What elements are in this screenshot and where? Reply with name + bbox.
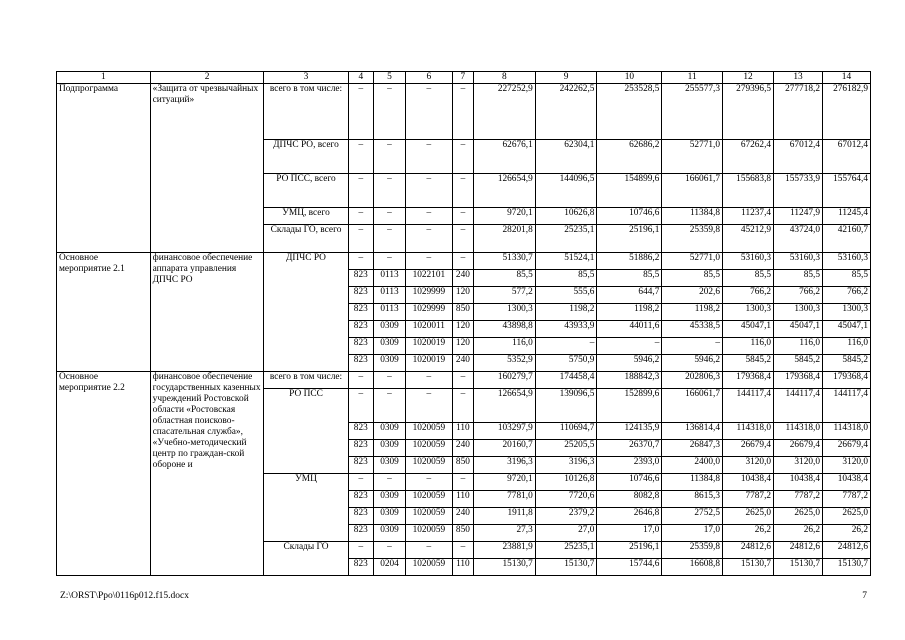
code-cell: 240 — [452, 355, 473, 372]
code-cell: 0309 — [374, 355, 406, 372]
amount-cell: 10126,8 — [535, 474, 597, 491]
code-cell: – — [348, 140, 374, 174]
amount-cell: 8082,8 — [597, 491, 662, 508]
amount-cell: 152899,6 — [597, 389, 662, 423]
amount-cell: 7787,2 — [774, 491, 823, 508]
amount-cell: 11245,4 — [822, 208, 870, 225]
code-cell: 823 — [348, 559, 374, 576]
code-cell: – — [405, 389, 452, 423]
code-cell: – — [452, 372, 473, 389]
code-cell: – — [348, 174, 374, 208]
code-cell: – — [348, 208, 374, 225]
amount-cell: 10626,8 — [535, 208, 597, 225]
code-cell: – — [374, 542, 406, 559]
amount-cell: 155733,9 — [774, 174, 823, 208]
page-number: 7 — [862, 591, 867, 601]
amount-cell: 25235,1 — [535, 542, 597, 559]
measure-description: финансовое обеспечение аппарата управления ДПЧС РО — [150, 253, 264, 372]
executor-cell: РО ПСС — [264, 389, 348, 474]
table-row — [57, 372, 871, 389]
amount-cell: 26370,7 — [597, 440, 662, 457]
code-cell: – — [405, 174, 452, 208]
amount-cell: 5845,2 — [822, 355, 870, 372]
amount-cell: 1300,3 — [722, 304, 773, 321]
column-header: 1 — [57, 72, 151, 84]
program-name: Подпрограмма — [57, 84, 151, 253]
amount-cell: 2625,0 — [722, 508, 773, 525]
amount-cell: 116,0 — [822, 338, 870, 355]
amount-cell: 67012,4 — [822, 140, 870, 174]
amount-cell: 1300,3 — [474, 304, 536, 321]
code-cell: – — [405, 542, 452, 559]
code-cell: – — [348, 474, 374, 491]
code-cell: 1020059 — [405, 423, 452, 440]
amount-cell: 10438,4 — [722, 474, 773, 491]
amount-cell: 3120,0 — [722, 457, 773, 474]
amount-cell: 1911,8 — [474, 508, 536, 525]
code-cell: 1029999 — [405, 287, 452, 304]
table-row — [57, 253, 871, 270]
amount-cell: 53160,3 — [722, 253, 773, 270]
amount-cell: 85,5 — [535, 270, 597, 287]
amount-cell: 7720,6 — [535, 491, 597, 508]
code-cell: – — [405, 474, 452, 491]
code-cell: – — [452, 140, 473, 174]
code-cell: 0309 — [374, 508, 406, 525]
amount-cell: 43933,9 — [535, 321, 597, 338]
amount-cell: 139096,5 — [535, 389, 597, 423]
code-cell: – — [374, 208, 406, 225]
amount-cell: 51886,2 — [597, 253, 662, 270]
amount-cell: 25235,1 — [535, 225, 597, 253]
amount-cell: 25205,5 — [535, 440, 597, 457]
column-header: 6 — [405, 72, 452, 84]
code-cell: – — [405, 84, 452, 140]
amount-cell: 5845,2 — [774, 355, 823, 372]
amount-cell: 51330,7 — [474, 253, 536, 270]
amount-cell: 166061,7 — [662, 389, 723, 423]
amount-cell: 2393,0 — [597, 457, 662, 474]
amount-cell: 43898,8 — [474, 321, 536, 338]
amount-cell: 2752,5 — [662, 508, 723, 525]
code-cell: 850 — [452, 304, 473, 321]
amount-cell: 577,2 — [474, 287, 536, 304]
amount-cell: 62686,2 — [597, 140, 662, 174]
code-cell: 0309 — [374, 491, 406, 508]
code-cell: – — [452, 542, 473, 559]
amount-cell: 188842,3 — [597, 372, 662, 389]
amount-cell: 766,2 — [774, 287, 823, 304]
amount-cell: 45338,5 — [662, 321, 723, 338]
amount-cell: 136814,4 — [662, 423, 723, 440]
amount-cell: 277718,2 — [774, 84, 823, 140]
column-header: 7 — [452, 72, 473, 84]
executor-cell: ДПЧС РО — [264, 253, 348, 372]
amount-cell: 644,7 — [597, 287, 662, 304]
amount-cell: 11384,8 — [662, 474, 723, 491]
code-cell: – — [452, 84, 473, 140]
amount-cell: 52771,0 — [662, 140, 723, 174]
amount-cell: 85,5 — [474, 270, 536, 287]
code-cell: – — [374, 140, 406, 174]
amount-cell: 8615,3 — [662, 491, 723, 508]
amount-cell: 52771,0 — [662, 253, 723, 270]
code-cell: – — [405, 225, 452, 253]
code-cell: 240 — [452, 508, 473, 525]
amount-cell: 114318,0 — [774, 423, 823, 440]
amount-cell: 15130,7 — [822, 559, 870, 576]
amount-cell: 2625,0 — [822, 508, 870, 525]
amount-cell: 766,2 — [822, 287, 870, 304]
column-header: 14 — [822, 72, 870, 84]
amount-cell: 9720,1 — [474, 474, 536, 491]
code-cell: 120 — [452, 287, 473, 304]
amount-cell: 253528,5 — [597, 84, 662, 140]
amount-cell: 242262,5 — [535, 84, 597, 140]
amount-cell: 179368,4 — [822, 372, 870, 389]
code-cell: 823 — [348, 304, 374, 321]
column-header: 3 — [264, 72, 348, 84]
amount-cell: 85,5 — [662, 270, 723, 287]
code-cell: 823 — [348, 457, 374, 474]
code-cell: 850 — [452, 457, 473, 474]
amount-cell: 45047,1 — [722, 321, 773, 338]
amount-cell: 5845,2 — [722, 355, 773, 372]
column-header: 11 — [662, 72, 723, 84]
amount-cell: – — [597, 338, 662, 355]
amount-cell: 27,0 — [535, 525, 597, 542]
column-header: 8 — [474, 72, 536, 84]
amount-cell: 26679,4 — [722, 440, 773, 457]
executor-cell: РО ПСС, всего — [264, 174, 348, 208]
code-cell: 120 — [452, 338, 473, 355]
amount-cell: 3196,3 — [474, 457, 536, 474]
amount-cell: 179368,4 — [722, 372, 773, 389]
amount-cell: 10438,4 — [822, 474, 870, 491]
code-cell: – — [452, 225, 473, 253]
header-row — [57, 72, 871, 84]
amount-cell: 53160,3 — [774, 253, 823, 270]
program-name: Основное мероприятие 2.2 — [57, 372, 151, 576]
amount-cell: 85,5 — [774, 270, 823, 287]
column-header: 2 — [150, 72, 264, 84]
amount-cell: 10746,6 — [597, 474, 662, 491]
amount-cell: 10746,6 — [597, 208, 662, 225]
executor-cell: всего в том числе: — [264, 372, 348, 389]
amount-cell: 25196,1 — [597, 225, 662, 253]
code-cell: 1020059 — [405, 440, 452, 457]
amount-cell: 9720,1 — [474, 208, 536, 225]
amount-cell: 43724,0 — [774, 225, 823, 253]
amount-cell: 28201,8 — [474, 225, 536, 253]
code-cell: 0113 — [374, 270, 406, 287]
code-cell: – — [374, 174, 406, 208]
amount-cell: 766,2 — [722, 287, 773, 304]
column-header: 12 — [722, 72, 773, 84]
amount-cell: 126654,9 — [474, 389, 536, 423]
code-cell: 0309 — [374, 338, 406, 355]
code-cell: 823 — [348, 508, 374, 525]
code-cell: – — [374, 474, 406, 491]
amount-cell: 276182,9 — [822, 84, 870, 140]
amount-cell: 174458,4 — [535, 372, 597, 389]
amount-cell: 2625,0 — [774, 508, 823, 525]
amount-cell: 51524,1 — [535, 253, 597, 270]
code-cell: 1020019 — [405, 338, 452, 355]
amount-cell: 227252,9 — [474, 84, 536, 140]
amount-cell: 3196,3 — [535, 457, 597, 474]
amount-cell: 27,3 — [474, 525, 536, 542]
column-header: 10 — [597, 72, 662, 84]
program-name: Основное мероприятие 2.1 — [57, 253, 151, 372]
amount-cell: 144117,4 — [774, 389, 823, 423]
amount-cell: 25196,1 — [597, 542, 662, 559]
code-cell: – — [374, 372, 406, 389]
table-row — [57, 84, 871, 140]
amount-cell: 1300,3 — [774, 304, 823, 321]
amount-cell: 202,6 — [662, 287, 723, 304]
document-path: Z:\ORST\Ppo\0116p012.f15.docx — [60, 591, 189, 601]
executor-cell: Склады ГО — [264, 542, 348, 576]
amount-cell: 62304,1 — [535, 140, 597, 174]
code-cell: 1020059 — [405, 491, 452, 508]
code-cell: 240 — [452, 440, 473, 457]
code-cell: – — [452, 253, 473, 270]
amount-cell: 1300,3 — [822, 304, 870, 321]
executor-cell: ДПЧС РО, всего — [264, 140, 348, 174]
amount-cell: 555,6 — [535, 287, 597, 304]
amount-cell: 179368,4 — [774, 372, 823, 389]
code-cell: 1020059 — [405, 525, 452, 542]
code-cell: 1029999 — [405, 304, 452, 321]
amount-cell: 116,0 — [774, 338, 823, 355]
amount-cell: 5750,9 — [535, 355, 597, 372]
amount-cell: 144117,4 — [822, 389, 870, 423]
code-cell: 823 — [348, 321, 374, 338]
code-cell: – — [348, 389, 374, 423]
amount-cell: 5352,9 — [474, 355, 536, 372]
amount-cell: 26,2 — [774, 525, 823, 542]
code-cell: 0309 — [374, 321, 406, 338]
measure-description: «Защита от чрезвычайных ситуаций» — [150, 84, 264, 253]
amount-cell: 15744,6 — [597, 559, 662, 576]
code-cell: 823 — [348, 338, 374, 355]
code-cell: – — [348, 225, 374, 253]
code-cell: 823 — [348, 423, 374, 440]
code-cell: 823 — [348, 355, 374, 372]
amount-cell: – — [535, 338, 597, 355]
amount-cell: 2646,8 — [597, 508, 662, 525]
amount-cell: 155683,8 — [722, 174, 773, 208]
amount-cell: 26679,4 — [822, 440, 870, 457]
amount-cell: 154899,6 — [597, 174, 662, 208]
executor-cell: Склады ГО, всего — [264, 225, 348, 253]
amount-cell: 16608,8 — [662, 559, 723, 576]
amount-cell: 144117,4 — [722, 389, 773, 423]
code-cell: 823 — [348, 270, 374, 287]
code-cell: 0309 — [374, 457, 406, 474]
amount-cell: 7787,2 — [722, 491, 773, 508]
code-cell: – — [374, 225, 406, 253]
amount-cell: 155764,4 — [822, 174, 870, 208]
amount-cell: 15130,7 — [722, 559, 773, 576]
executor-cell: УМЦ — [264, 474, 348, 542]
amount-cell: 116,0 — [474, 338, 536, 355]
code-cell: 0113 — [374, 304, 406, 321]
code-cell: 823 — [348, 440, 374, 457]
code-cell: 1020011 — [405, 321, 452, 338]
amount-cell: 15130,7 — [774, 559, 823, 576]
code-cell: – — [374, 84, 406, 140]
amount-cell: 2379,2 — [535, 508, 597, 525]
amount-cell: 10438,4 — [774, 474, 823, 491]
code-cell: – — [348, 253, 374, 270]
amount-cell: 110694,7 — [535, 423, 597, 440]
executor-cell: всего в том числе: — [264, 84, 348, 140]
amount-cell: 67012,4 — [774, 140, 823, 174]
code-cell: 0113 — [374, 287, 406, 304]
amount-cell: 17,0 — [597, 525, 662, 542]
amount-cell: 20160,7 — [474, 440, 536, 457]
amount-cell: 1198,2 — [535, 304, 597, 321]
amount-cell: 2400,0 — [662, 457, 723, 474]
code-cell: – — [452, 174, 473, 208]
amount-cell: 160279,7 — [474, 372, 536, 389]
code-cell: 1020019 — [405, 355, 452, 372]
amount-cell: 85,5 — [597, 270, 662, 287]
amount-cell: 45047,1 — [774, 321, 823, 338]
executor-cell: УМЦ, всего — [264, 208, 348, 225]
column-header: 9 — [535, 72, 597, 84]
amount-cell: 279396,5 — [722, 84, 773, 140]
code-cell: 1020059 — [405, 559, 452, 576]
amount-cell: 255577,3 — [662, 84, 723, 140]
amount-cell: 26,2 — [722, 525, 773, 542]
amount-cell: 11247,9 — [774, 208, 823, 225]
amount-cell: 25359,8 — [662, 542, 723, 559]
amount-cell: 45212,9 — [722, 225, 773, 253]
code-cell: – — [374, 389, 406, 423]
code-cell: – — [452, 474, 473, 491]
code-cell: – — [452, 389, 473, 423]
amount-cell: 26679,4 — [774, 440, 823, 457]
amount-cell: 3120,0 — [774, 457, 823, 474]
code-cell: 1020059 — [405, 508, 452, 525]
code-cell: 110 — [452, 423, 473, 440]
amount-cell: 202806,3 — [662, 372, 723, 389]
amount-cell: – — [662, 338, 723, 355]
amount-cell: 24812,6 — [822, 542, 870, 559]
code-cell: 110 — [452, 559, 473, 576]
budget-table — [56, 71, 871, 576]
code-cell: – — [348, 542, 374, 559]
amount-cell: 7787,2 — [822, 491, 870, 508]
code-cell: 0204 — [374, 559, 406, 576]
amount-cell: 45047,1 — [822, 321, 870, 338]
code-cell: 1020059 — [405, 457, 452, 474]
amount-cell: 24812,6 — [722, 542, 773, 559]
code-cell: – — [405, 140, 452, 174]
amount-cell: 23881,9 — [474, 542, 536, 559]
amount-cell: 116,0 — [722, 338, 773, 355]
code-cell: 850 — [452, 525, 473, 542]
amount-cell: 26,2 — [822, 525, 870, 542]
amount-cell: 42160,7 — [822, 225, 870, 253]
amount-cell: 1198,2 — [662, 304, 723, 321]
amount-cell: 5946,2 — [597, 355, 662, 372]
amount-cell: 124135,9 — [597, 423, 662, 440]
amount-cell: 11384,8 — [662, 208, 723, 225]
code-cell: 240 — [452, 270, 473, 287]
code-cell: – — [405, 208, 452, 225]
amount-cell: 7781,0 — [474, 491, 536, 508]
amount-cell: 62676,1 — [474, 140, 536, 174]
code-cell: 0309 — [374, 423, 406, 440]
amount-cell: 24812,6 — [774, 542, 823, 559]
amount-cell: 103297,9 — [474, 423, 536, 440]
code-cell: – — [348, 84, 374, 140]
code-cell: 120 — [452, 321, 473, 338]
column-header: 4 — [348, 72, 374, 84]
amount-cell: 44011,6 — [597, 321, 662, 338]
amount-cell: 25359,8 — [662, 225, 723, 253]
amount-cell: 53160,3 — [822, 253, 870, 270]
amount-cell: 85,5 — [722, 270, 773, 287]
code-cell: 110 — [452, 491, 473, 508]
amount-cell: 114318,0 — [722, 423, 773, 440]
code-cell: 0309 — [374, 440, 406, 457]
code-cell: 823 — [348, 525, 374, 542]
code-cell: – — [348, 372, 374, 389]
column-header: 5 — [374, 72, 406, 84]
code-cell: 0309 — [374, 525, 406, 542]
amount-cell: 11237,4 — [722, 208, 773, 225]
code-cell: – — [405, 372, 452, 389]
code-cell: – — [452, 208, 473, 225]
code-cell: 823 — [348, 491, 374, 508]
amount-cell: 26847,3 — [662, 440, 723, 457]
amount-cell: 126654,9 — [474, 174, 536, 208]
amount-cell: 17,0 — [662, 525, 723, 542]
amount-cell: 166061,7 — [662, 174, 723, 208]
code-cell: 1022101 — [405, 270, 452, 287]
amount-cell: 144096,5 — [535, 174, 597, 208]
amount-cell: 114318,0 — [822, 423, 870, 440]
amount-cell: 15130,7 — [474, 559, 536, 576]
column-header: 13 — [774, 72, 823, 84]
amount-cell: 15130,7 — [535, 559, 597, 576]
code-cell: 823 — [348, 287, 374, 304]
measure-description: финансовое обеспечение государственных казенных учреждений Ростовской области «Ростовская областная поисково-спасательная служба», «Учебно-методический центр по граждан-ской обороне и — [150, 372, 264, 576]
amount-cell: 85,5 — [822, 270, 870, 287]
amount-cell: 1198,2 — [597, 304, 662, 321]
code-cell: – — [374, 253, 406, 270]
code-cell: – — [405, 253, 452, 270]
amount-cell: 5946,2 — [662, 355, 723, 372]
amount-cell: 67262,4 — [722, 140, 773, 174]
amount-cell: 3120,0 — [822, 457, 870, 474]
